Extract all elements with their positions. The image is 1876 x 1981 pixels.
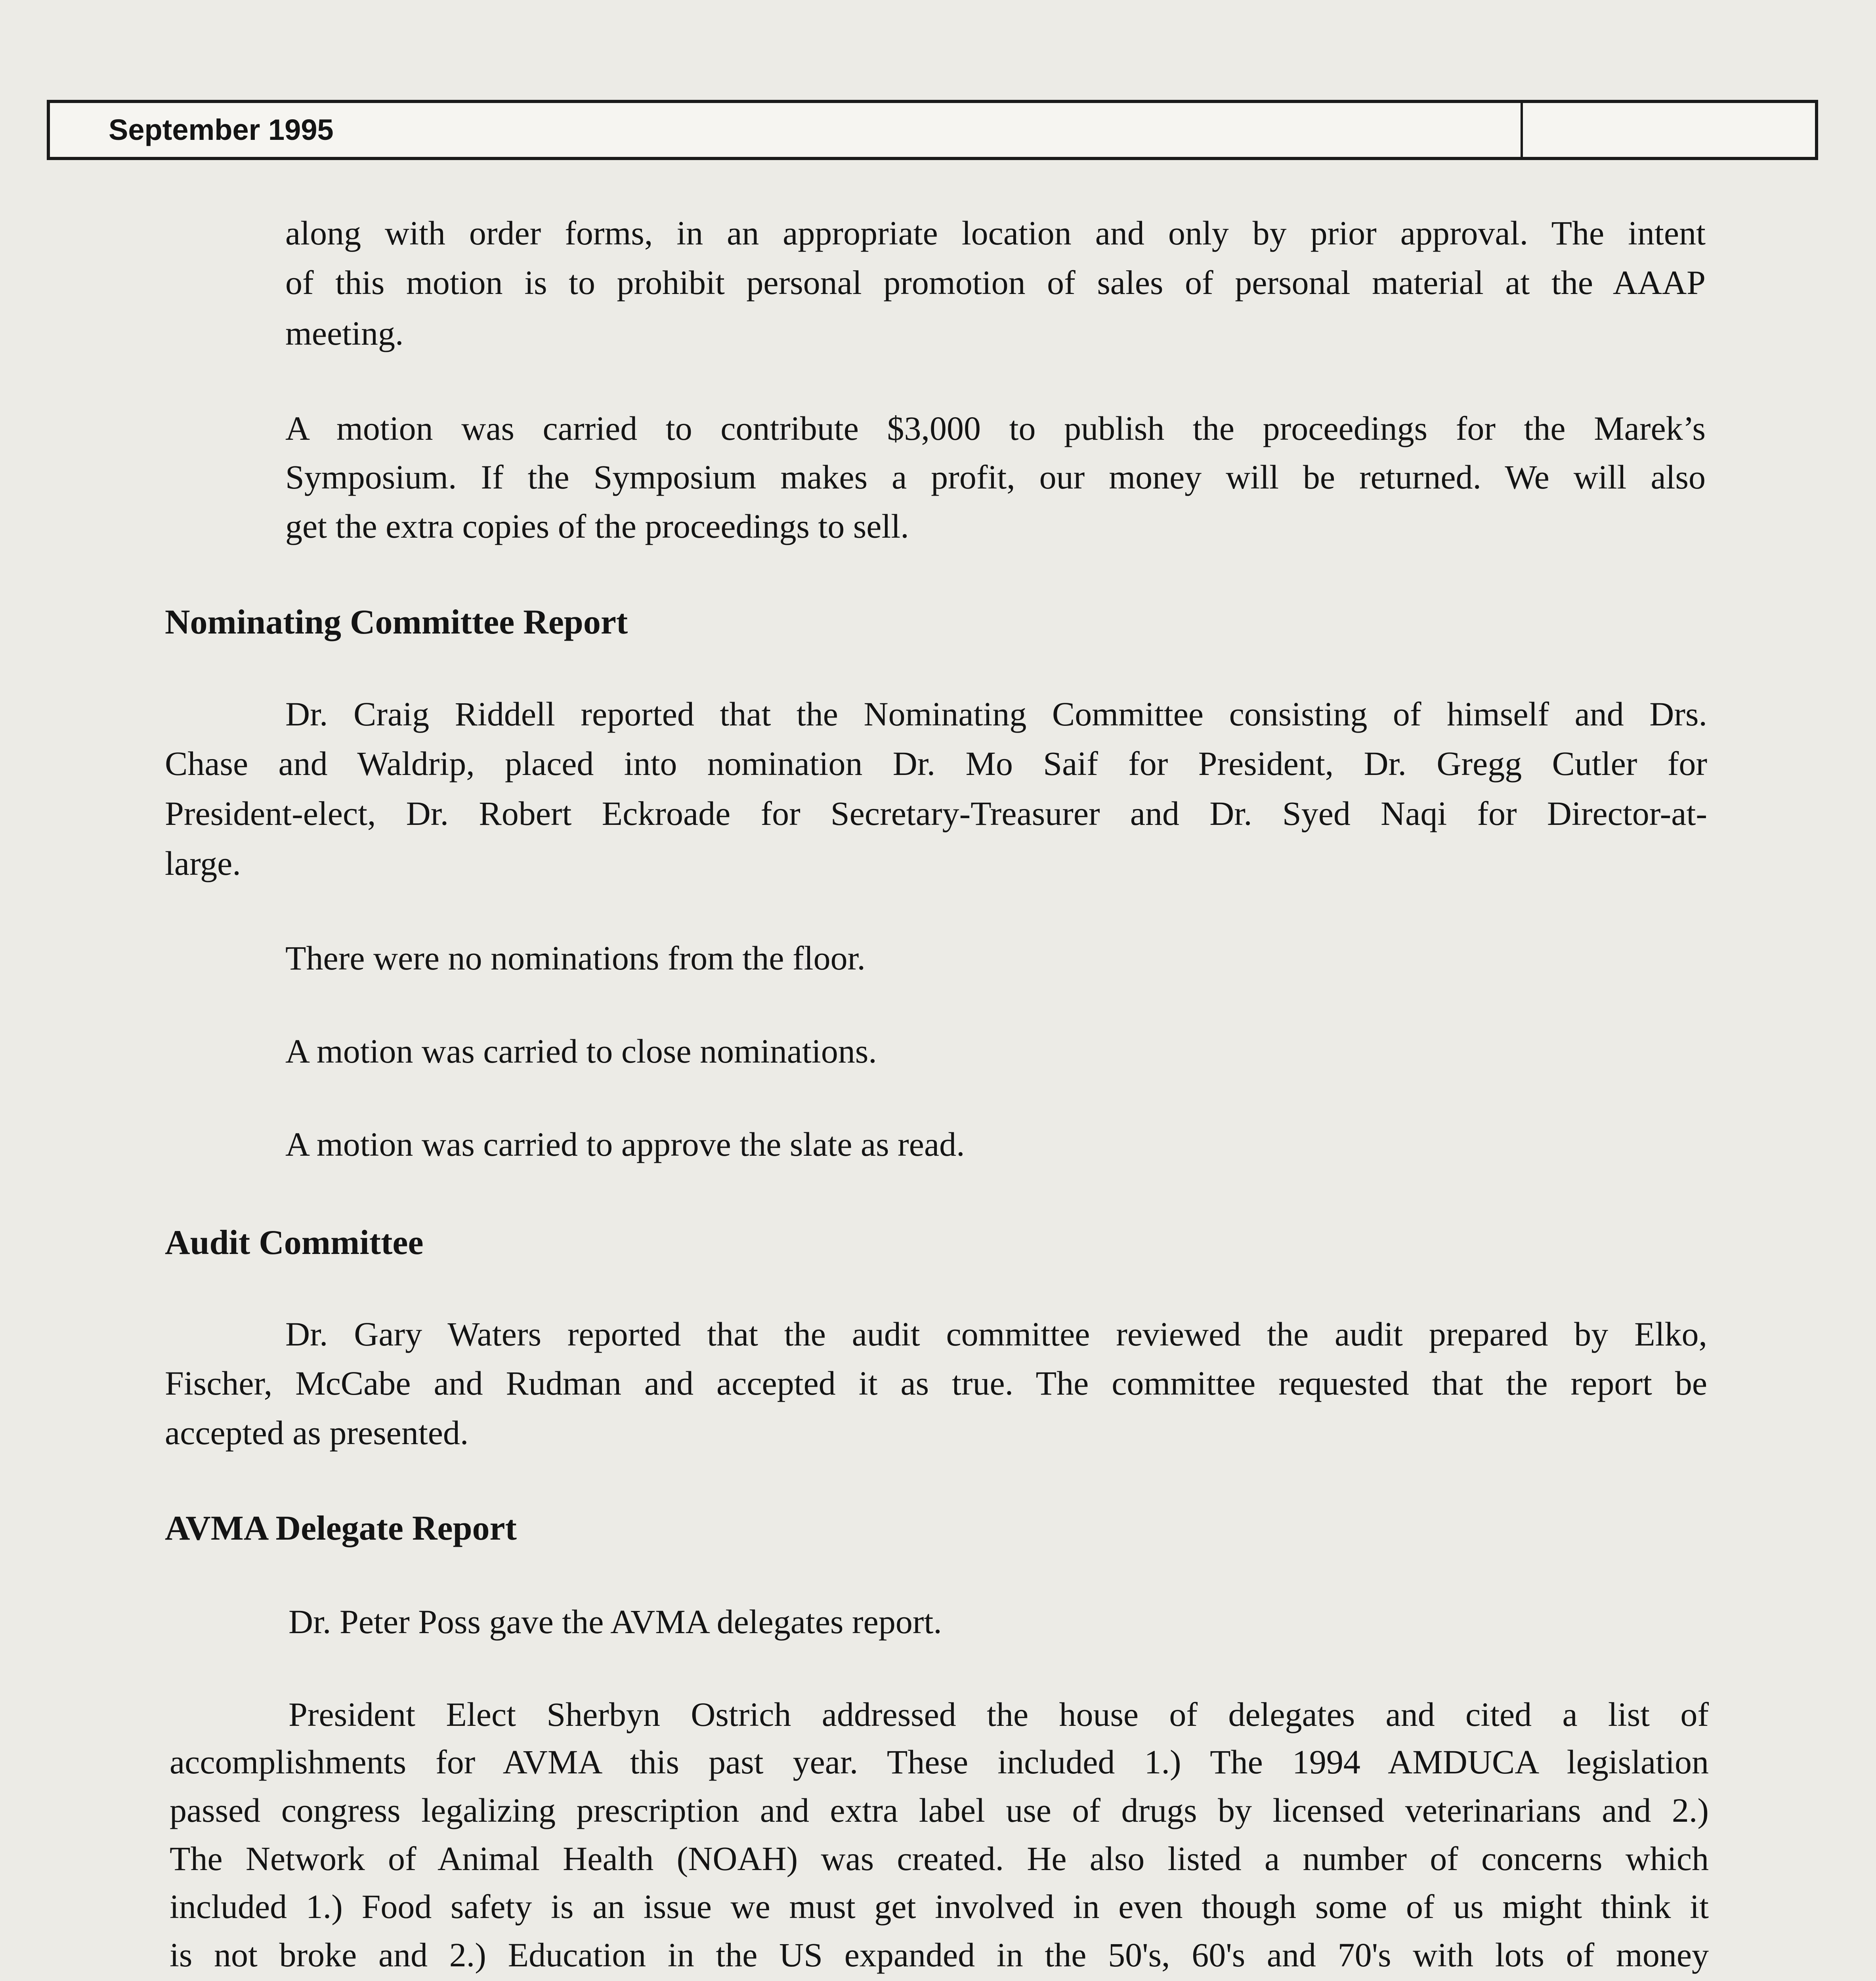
audit-line-2: Fischer, McCabe and Rudman and accepted it as true. The committee requested that the report be <box>165 1364 1707 1402</box>
nominating-line-4: large. <box>165 844 241 882</box>
intro-line-3: meeting. <box>285 314 404 352</box>
approve-slate: A motion was carried to approve the slate as read. <box>285 1125 965 1163</box>
marek-line-3: get the extra copies of the proceedings to sell. <box>285 507 909 545</box>
header-date: September 1995 <box>109 113 334 146</box>
avma-heading: AVMA Delegate Report <box>165 1509 517 1548</box>
ostrich-line-1: President Elect Sherbyn Ostrich addressed the house of delegates and cited a list of <box>288 1695 1709 1733</box>
ostrich-line-3: passed congress legalizing prescription and extra label use of drugs by licensed veterinarians and 2.) <box>170 1791 1709 1829</box>
ostrich-line-5: included 1.) Food safety is an issue we must get involved in even though some of us might think it <box>170 1887 1709 1926</box>
marek-line-2: Symposium. If the Symposium makes a profit, our money will be returned. We will also <box>285 458 1706 496</box>
nominating-line-3: President-elect, Dr. Robert Eckroade for Secretary-Treasurer and Dr. Syed Naqi for Director-at- <box>165 794 1707 832</box>
nominations-floor: There were no nominations from the floor. <box>285 939 865 977</box>
avma-poss: Dr. Peter Poss gave the AVMA delegates report. <box>288 1603 942 1641</box>
nominating-heading: Nominating Committee Report <box>165 603 628 641</box>
audit-line-3: accepted as presented. <box>165 1414 469 1452</box>
close-nominations: A motion was carried to close nominations. <box>285 1032 877 1070</box>
intro-line-2: of this motion is to prohibit personal promotion of sales of personal material at the AAAP <box>285 263 1706 302</box>
ostrich-line-4: The Network of Animal Health (NOAH) was created. He also listed a number of concerns which <box>170 1840 1709 1878</box>
nominating-line-1: Dr. Craig Riddell reported that the Nominating Committee consisting of himself and Drs. <box>285 695 1707 733</box>
nominating-line-2: Chase and Waldrip, placed into nomination Dr. Mo Saif for President, Dr. Gregg Cutler for <box>165 744 1707 782</box>
audit-line-1: Dr. Gary Waters reported that the audit committee reviewed the audit prepared by Elko, <box>285 1315 1707 1353</box>
ostrich-line-6: is not broke and 2.) Education in the US expanded in the 50's, 60's and 70's with lots of money <box>170 1936 1709 1974</box>
audit-heading: Audit Committee <box>165 1223 424 1262</box>
ostrich-line-2: accomplishments for AVMA this past year. These included 1.) The 1994 AMDUCA legislation <box>170 1743 1709 1781</box>
marek-line-1: A motion was carried to contribute $3,000 to publish the proceedings for the Marek’s <box>285 409 1706 447</box>
intro-line-1: along with order forms, in an appropriate location and only by prior approval. The intent <box>285 214 1706 252</box>
